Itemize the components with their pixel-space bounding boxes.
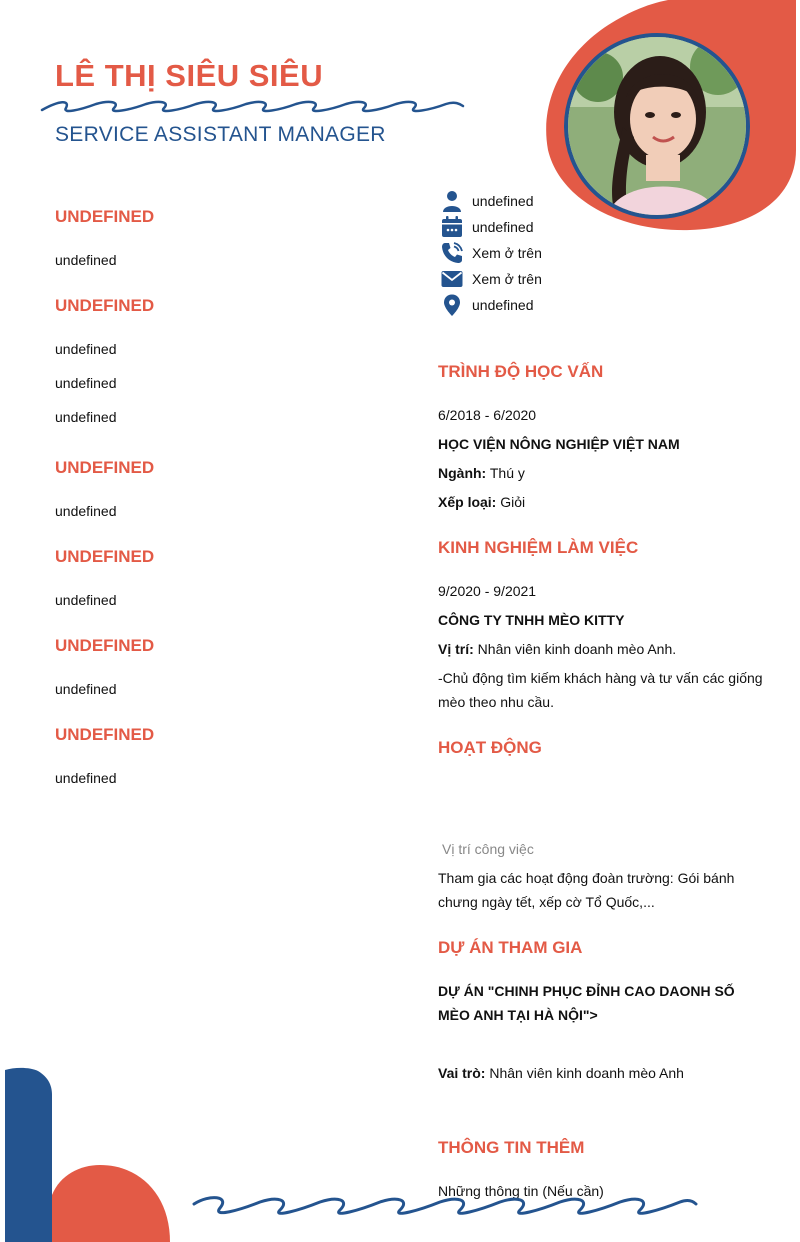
contact-name-value: undefined	[472, 193, 534, 209]
education-major-label: Ngành:	[438, 465, 487, 481]
contact-address-value: undefined	[472, 297, 534, 313]
left-section-title: UNDEFINED	[55, 636, 155, 655]
name-underline-squiggle	[40, 96, 465, 118]
education-school: HỌC VIỆN NÔNG NGHIỆP VIỆT NAM	[438, 436, 680, 452]
left-section-item: undefined	[55, 770, 117, 786]
person-icon	[440, 189, 464, 213]
education-title: TRÌNH ĐỘ HỌC VẤN	[438, 362, 604, 381]
phone-icon	[440, 241, 464, 265]
contact-email-value: Xem ở trên	[472, 271, 542, 287]
education-period: 6/2018 - 6/2020	[438, 407, 537, 423]
contact-email	[440, 266, 542, 292]
left-section-item: undefined	[55, 503, 117, 519]
contact-phone-value: Xem ở trên	[472, 245, 542, 261]
left-section-item: undefined	[55, 681, 117, 697]
contact-birthday	[440, 214, 534, 240]
project-role-value: Nhân viên kinh doanh mèo Anh	[489, 1065, 684, 1081]
experience-position-label: Vị trí:	[438, 641, 474, 657]
experience-description: -Chủ động tìm kiếm khách hàng và tư vấn các giống mèo theo nhu cầu.	[438, 670, 763, 710]
extra-info-title: THÔNG TIN THÊM	[438, 1138, 585, 1157]
left-section-title: UNDEFINED	[55, 207, 155, 226]
left-section-item: undefined	[55, 409, 117, 425]
education-major	[438, 465, 525, 481]
location-pin-icon	[440, 293, 464, 317]
project-name: DỰ ÁN "CHINH PHỤC ĐỈNH CAO DAONH SỐ MÈO ANH TẠI HÀ NỘI">	[438, 983, 735, 1023]
activities-position-placeholder: Vị trí công việc	[442, 841, 534, 857]
left-section-title: UNDEFINED	[55, 458, 155, 477]
project-role-label: Vai trò:	[438, 1065, 486, 1081]
experience-company: CÔNG TY TNHH MÈO KITTY	[438, 612, 625, 628]
education-grade-label: Xếp loại:	[438, 494, 497, 510]
left-section-title: UNDEFINED	[55, 296, 155, 315]
education-grade-value: Giỏi	[500, 494, 526, 510]
job-title: SERVICE ASSISTANT MANAGER	[55, 123, 386, 146]
contact-name	[440, 188, 534, 214]
left-section-item: undefined	[55, 341, 117, 357]
experience-position-value: Nhân viên kinh doanh mèo Anh.	[477, 641, 677, 657]
left-section-item: undefined	[55, 252, 117, 268]
bottom-left-decoration	[0, 1065, 175, 1242]
experience-position	[438, 641, 676, 657]
left-section-title: UNDEFINED	[55, 547, 155, 566]
profile-photo	[564, 33, 750, 219]
candidate-name: LÊ THỊ SIÊU SIÊU	[55, 58, 324, 93]
experience-title: KINH NGHIỆM LÀM VIỆC	[438, 538, 639, 557]
contact-birthday-value: undefined	[472, 219, 534, 235]
calendar-icon	[440, 215, 464, 239]
mail-icon	[440, 267, 464, 291]
education-major-value: Thú y	[489, 465, 525, 481]
projects-title: DỰ ÁN THAM GIA	[438, 938, 583, 957]
contact-address	[440, 292, 534, 318]
education-grade	[438, 494, 525, 510]
left-section-title: UNDEFINED	[55, 725, 155, 744]
experience-period: 9/2020 - 9/2021	[438, 583, 537, 599]
left-section-item: undefined	[55, 592, 117, 608]
activities-description: Tham gia các hoạt động đoàn trường: Gói bánh chưng ngày tết, xếp cờ Tổ Quốc,...	[438, 870, 735, 910]
contact-phone	[440, 240, 542, 266]
bottom-squiggle	[190, 1192, 700, 1224]
extra-info-text: Những thông tin (Nếu cần)	[438, 1183, 604, 1199]
left-section-item: undefined	[55, 375, 117, 391]
activities-title: HOẠT ĐỘNG	[438, 738, 542, 757]
project-role	[438, 1065, 684, 1081]
